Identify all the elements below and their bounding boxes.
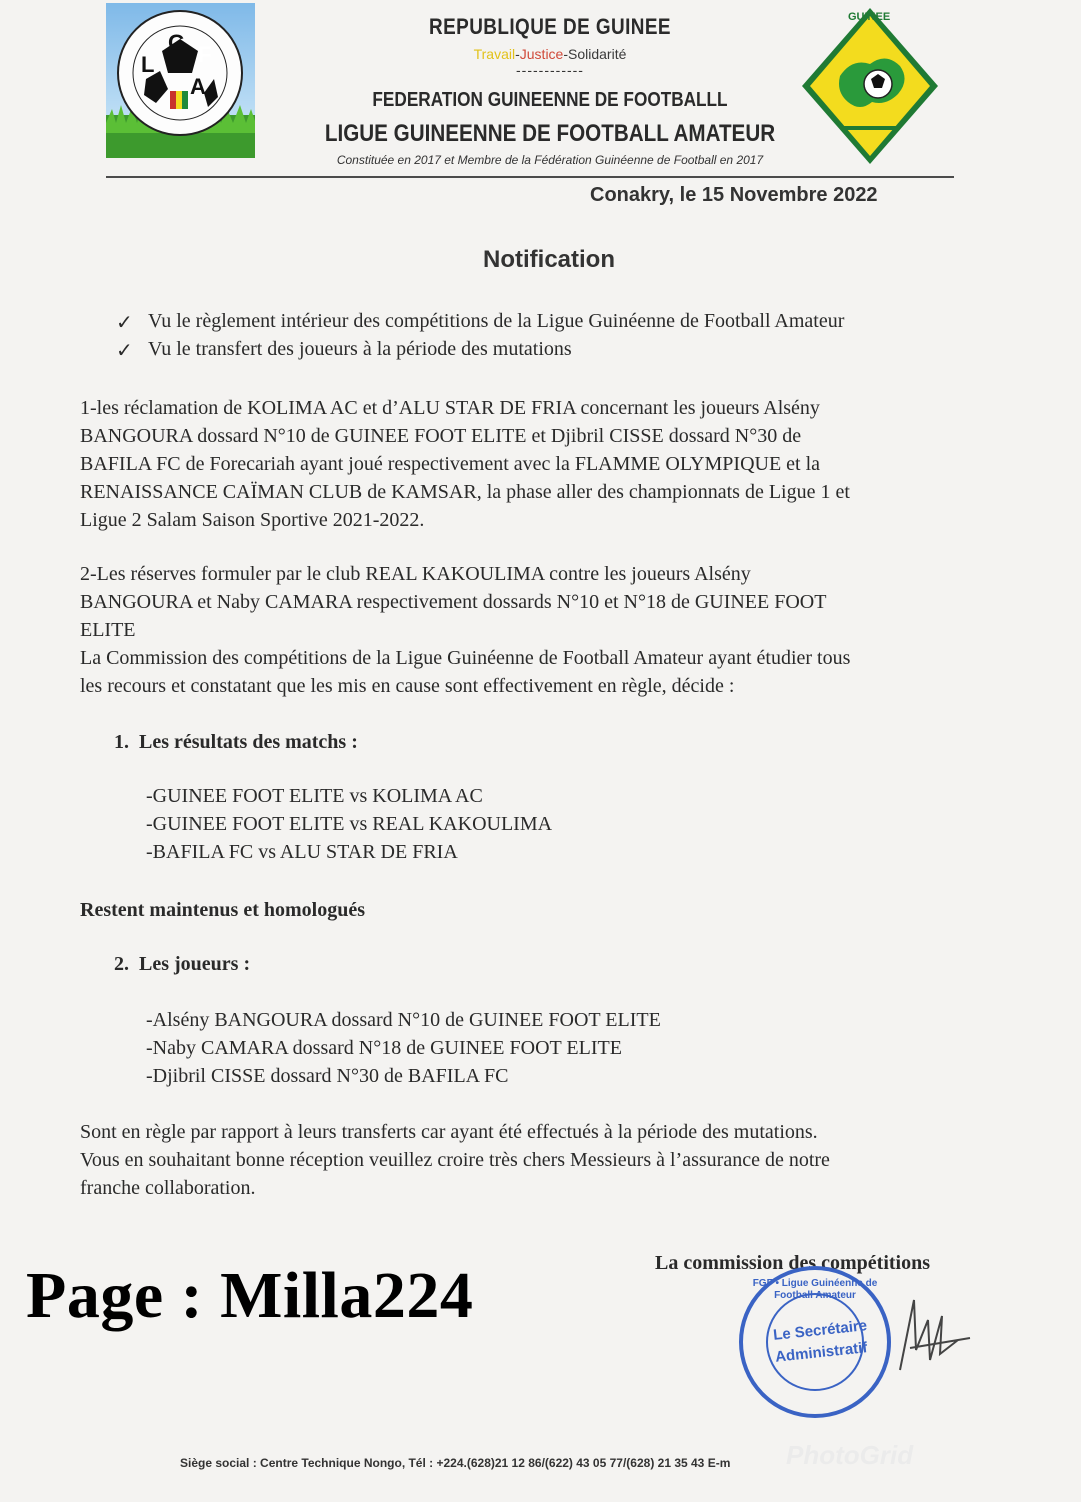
text-line: Vous en souhaitant bonne réception veuillez croire très chers Messieurs à l’assurance de notre: [80, 1149, 830, 1171]
player-item: -Naby CAMARA dossard N°18 de GUINEE FOOT ELITE: [146, 1037, 622, 1059]
guinee-logo-label: GUINEE: [848, 11, 891, 23]
text-line: La Commission des compétitions de la Ligue Guinéenne de Football Amateur ayant étudier tous: [80, 647, 851, 669]
motto-word-travail: Travail: [473, 46, 516, 62]
text-line: BAFILA FC de Forecariah ayant joué respectivement avec la FLAMME OLYMPIQUE et la: [80, 453, 821, 475]
constitution-note: Constituée en 2017 et Membre de la Fédération Guinéenne de Football en 2017: [336, 153, 764, 167]
section-title: Les joueurs :: [139, 953, 251, 975]
player-item: -Alsény BANGOURA dossard N°10 de GUINEE FOOT ELITE: [146, 1009, 661, 1031]
text-line: ELITE: [80, 619, 136, 641]
section-number: 1.: [114, 731, 129, 753]
page-watermark: Page : Milla224: [26, 1259, 474, 1332]
commission-signature-label: La commission des compétitions: [655, 1252, 930, 1274]
consideration-item: [116, 310, 845, 334]
stamp-center-line: Le Secrétaire: [772, 1317, 868, 1344]
ligue-logo-letter-l: L: [141, 52, 155, 77]
match-item: -GUINEE FOOT ELITE vs KOLIMA AC: [146, 785, 483, 807]
paragraph-claims: [80, 394, 1020, 534]
player-list: [146, 1006, 846, 1090]
consideration-text: Vu le règlement intérieur des compétitions de la Ligue Guinéenne de Football Amateur: [148, 310, 845, 332]
handwritten-signature: [880, 1290, 980, 1390]
text-line: RENAISSANCE CAÏMAN CLUB de KAMSAR, la phase aller des championnats de Ligue 1 et: [80, 481, 850, 503]
stamp-center-line: Administratif: [774, 1339, 869, 1366]
player-item: -Djibril CISSE dossard N°30 de BAFILA FC: [146, 1065, 509, 1087]
text-line: les recours et constatant que les mis en cause sont effectivement en règle, décide :: [80, 675, 735, 697]
section-heading-results: [114, 728, 614, 756]
closing-paragraph: [80, 1118, 1020, 1202]
motto-word-justice: Justice: [519, 46, 564, 62]
national-motto: [270, 46, 830, 62]
document-title: Notification: [483, 246, 615, 273]
motto-word-solidarite: Solidarité: [568, 46, 627, 62]
header-divider: ------------: [516, 62, 584, 78]
document-date: Conakry, le 15 Novembre 2022: [590, 184, 878, 206]
photogrid-overlay: PhotoGrid: [786, 1440, 914, 1470]
section-heading-players: [114, 950, 614, 978]
guinee-football-logo: [800, 6, 940, 166]
text-line: 2-Les réserves formuler par le club REAL KAKOULIMA contre les joueurs Alsény: [80, 563, 751, 585]
ligue-logo-letter-f: F: [198, 42, 212, 67]
text-line: BANGOURA et Naby CAMARA respectivement dossards N°10 et N°18 de GUINEE FOOT: [80, 591, 827, 613]
section-title: Les résultats des matchs :: [139, 731, 358, 753]
text-line: Sont en règle par rapport à leurs transferts car ayant été effectués à la période des mutations.: [80, 1121, 818, 1143]
check-icon: ✓: [116, 312, 133, 334]
text-line: franche collaboration.: [80, 1177, 256, 1199]
ligue-logo-letter-a: A: [190, 74, 206, 99]
text-line: 1-les réclamation de KOLIMA AC et d’ALU STAR DE FRIA concernant les joueurs Alsény: [80, 397, 820, 419]
text-line: BANGOURA dossard N°10 de GUINEE FOOT ELITE et Djibril CISSE dossard N°30 de: [80, 425, 802, 447]
federation-name: FEDERATION GUINEENNE DE FOOTBALLL: [372, 89, 728, 111]
consideration-text: Vu le transfert des joueurs à la période des mutations: [148, 338, 572, 360]
match-item: -GUINEE FOOT ELITE vs REAL KAKOULIMA: [146, 813, 553, 835]
header-rule: [106, 176, 954, 178]
motto-separator: -: [515, 46, 520, 62]
league-name: LIGUE GUINEENNE DE FOOTBALL AMATEUR: [324, 120, 776, 147]
headquarters-footer: Siège social : Centre Technique Nongo, Tél : +224.(628)21 12 86/(622) 43 05 77/(628) 21 35 43 E-m: [180, 1456, 731, 1470]
ligue-logo-letter-g: G: [168, 30, 186, 55]
maintained-statement: Restent maintenus et homologués: [80, 899, 365, 921]
text-line: Ligue 2 Salam Saison Sportive 2021-2022.: [80, 509, 425, 531]
republic-title: REPUBLIQUE DE GUINEE: [429, 14, 671, 39]
paragraph-reserves: [80, 560, 1020, 700]
motto-separator: -: [563, 46, 569, 62]
consideration-item: [116, 338, 572, 362]
match-list: [146, 782, 846, 866]
check-icon: ✓: [116, 340, 133, 362]
ligue-logo: [106, 3, 255, 158]
section-number: 2.: [114, 953, 129, 975]
match-item: -BAFILA FC vs ALU STAR DE FRIA: [146, 841, 458, 863]
stamp-ring-text: FGF • Ligue Guinéenne de Football Amateur: [752, 1278, 878, 1301]
